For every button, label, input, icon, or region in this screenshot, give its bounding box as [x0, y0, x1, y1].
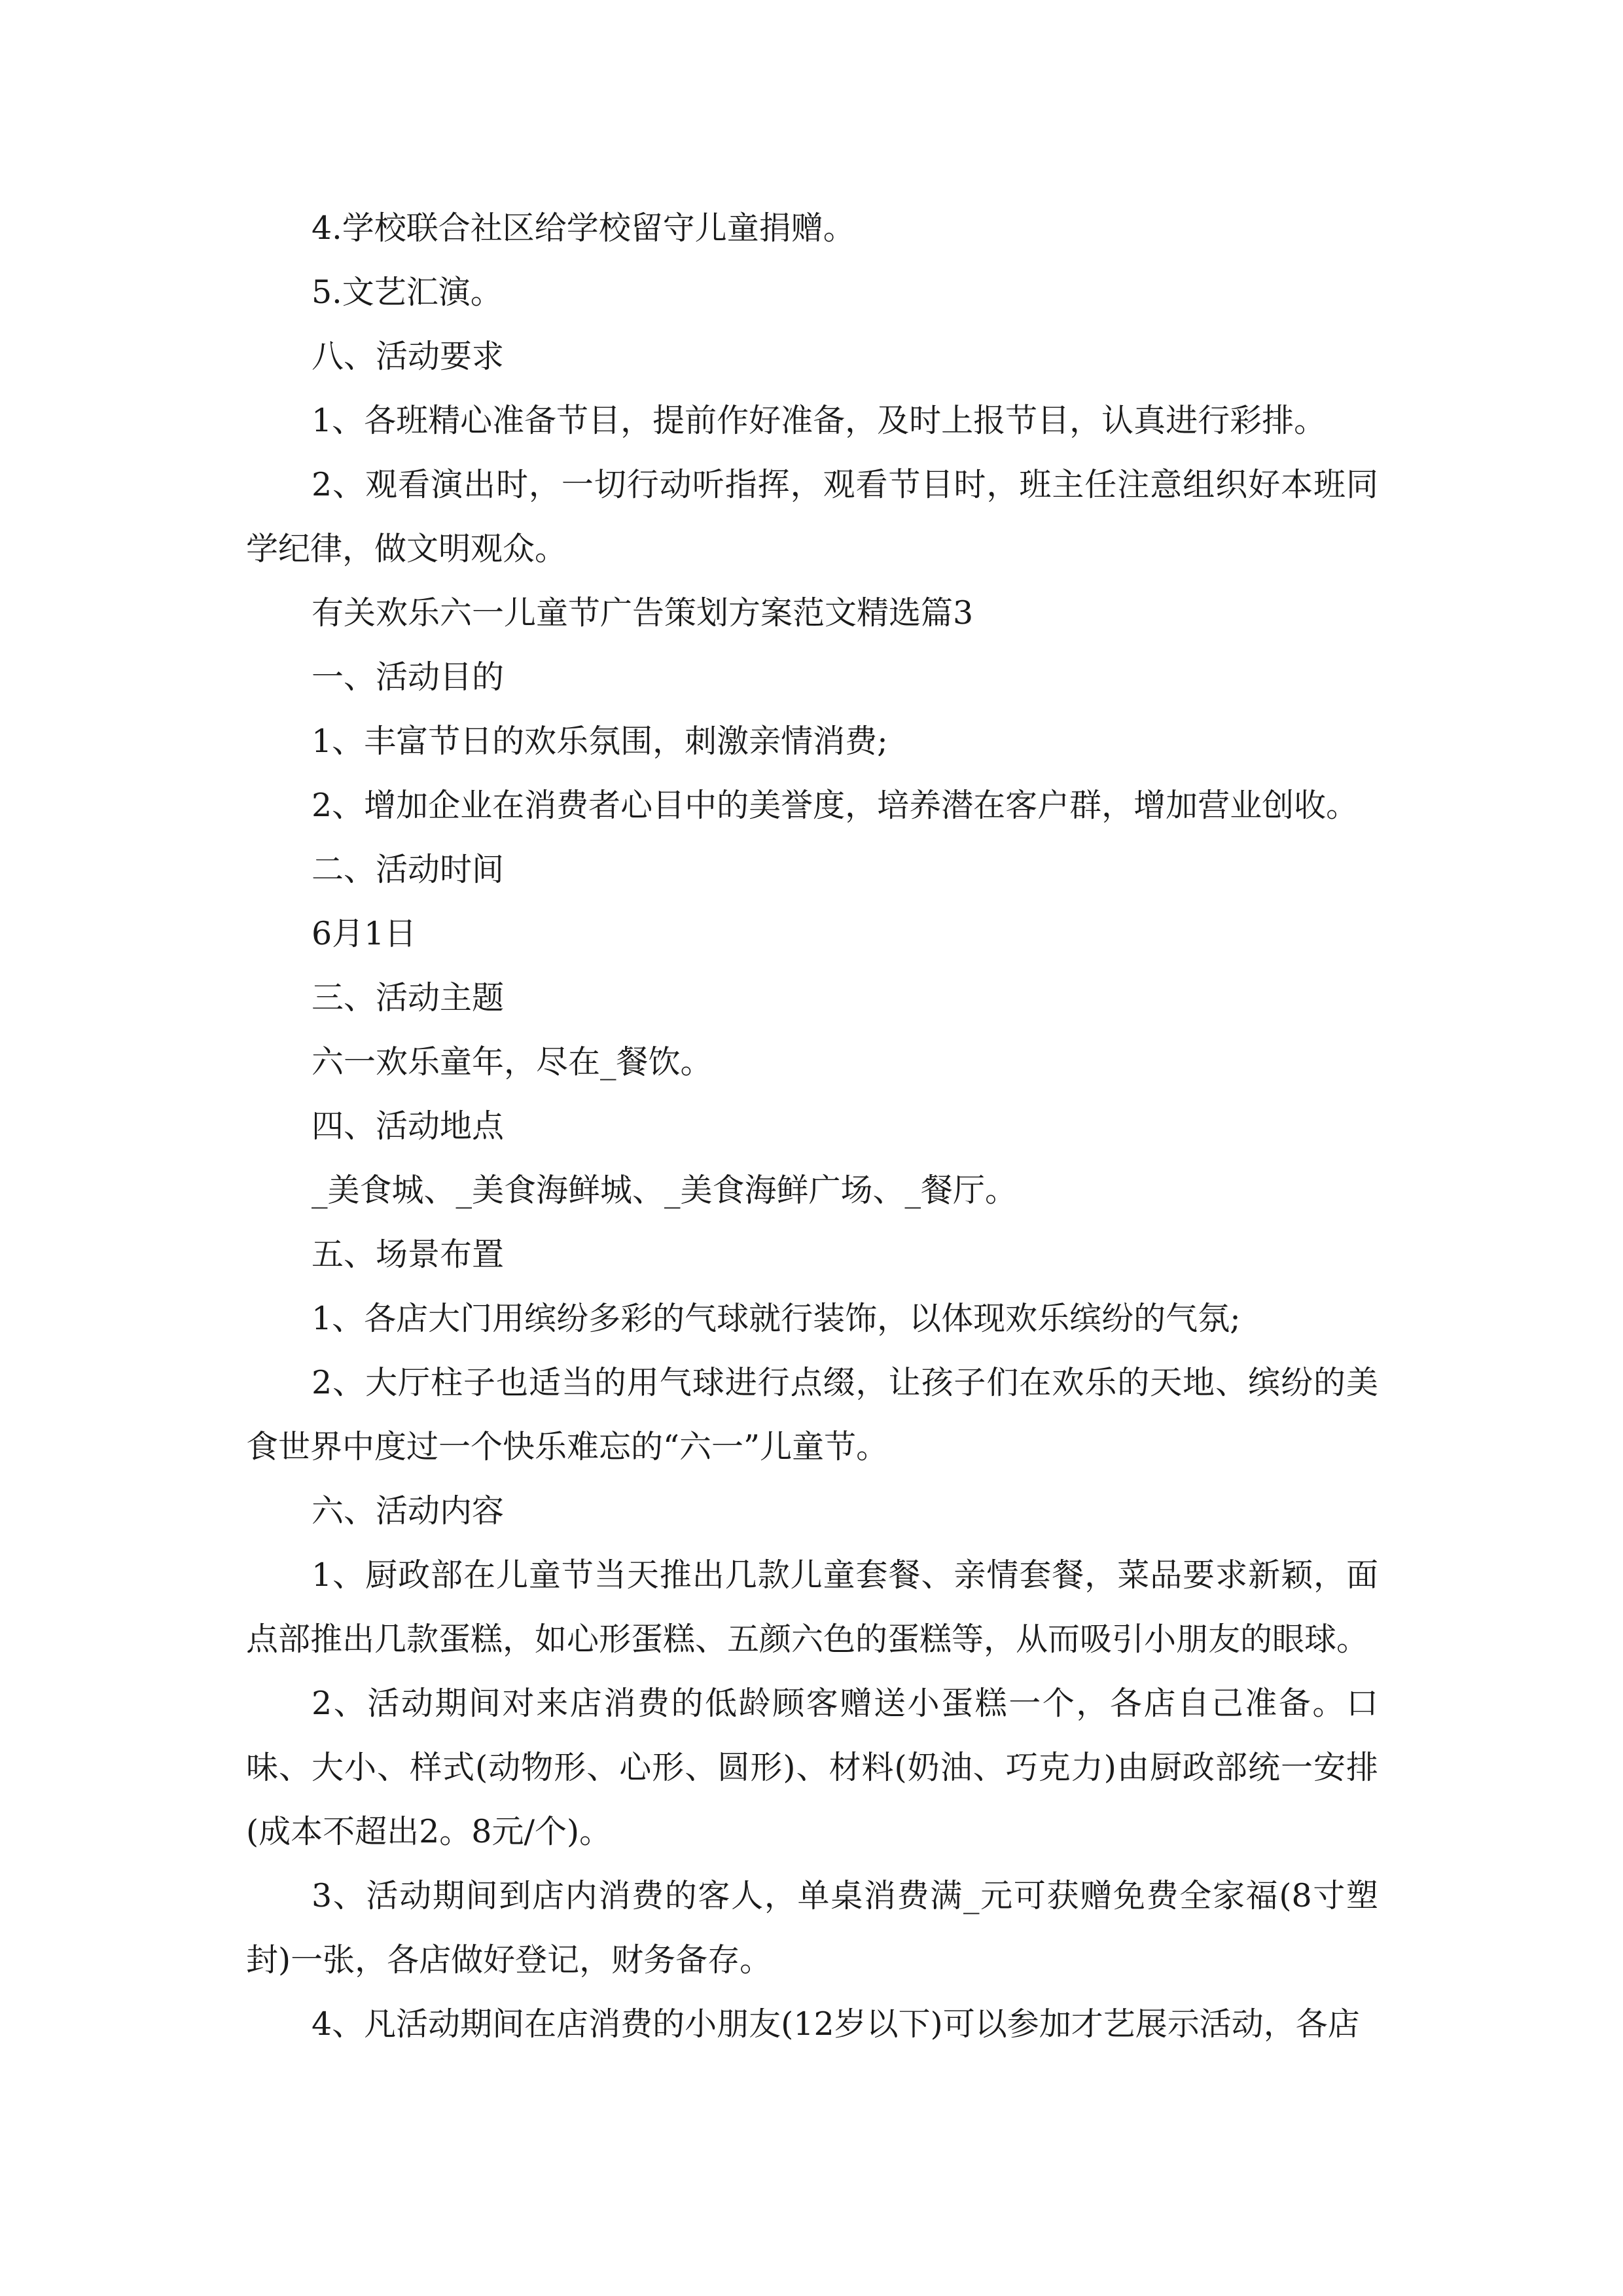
article-title: 有关欢乐六一儿童节广告策划方案范文精选篇3 — [312, 594, 974, 632]
section-heading: 五、场景布置 — [312, 1236, 505, 1273]
paragraph: 5.文艺汇演。 — [312, 274, 503, 311]
paragraph: 2、观看演出时，一切行动听指挥，观看节目时，班主任注意组织好本班同学纪律，做文明观众。 — [246, 466, 1378, 567]
section-heading: 二、活动时间 — [312, 851, 505, 888]
paragraph: 1、厨政部在儿童节当天推出几款儿童套餐、亲情套餐，菜品要求新颖，面点部推出几款蛋糕，如心形蛋糕、五颜六色的蛋糕等，从而吸引小朋友的眼球。 — [246, 1556, 1378, 1658]
section-heading: 六、活动内容 — [312, 1492, 505, 1530]
section-heading: 一、活动目的 — [312, 658, 505, 696]
paragraph: 2、活动期间对来店消费的低龄顾客赠送小蛋糕一个，各店自己准备。口味、大小、样式(动物形、心形、圆形)、材料(奶油、巧克力)由厨政部统一安排(成本不超出2。8元/个)。 — [246, 1685, 1378, 1850]
paragraph: 2、增加企业在消费者心目中的美誉度，培养潜在客户群，增加营业创收。 — [312, 787, 1359, 824]
paragraph: 3、活动期间到店内消费的客人，单桌消费满_元可获赠免费全家福(8寸塑封)一张，各店做好登记，财务备存。 — [246, 1877, 1378, 1979]
document-body — [246, 196, 1378, 2056]
paragraph: 4.学校联合社区给学校留守儿童捐赠。 — [312, 209, 855, 247]
paragraph: 2、大厅柱子也适当的用气球进行点缀，让孩子们在欢乐的天地、缤纷的美食世界中度过一个快乐难忘的“六一”儿童节。 — [246, 1364, 1378, 1465]
paragraph: 1、各店大门用缤纷多彩的气球就行装饰，以体现欢乐缤纷的气氛; — [312, 1300, 1241, 1337]
paragraph: 6月1日 — [312, 915, 417, 952]
paragraph: 4、凡活动期间在店消费的小朋友(12岁以下)可以参加才艺展示活动，各店 — [312, 2005, 1360, 2043]
section-heading: 八、活动要求 — [312, 338, 505, 375]
section-heading: 四、活动地点 — [312, 1107, 505, 1145]
paragraph: 1、各班精心准备节目，提前作好准备，及时上报节目，认真进行彩排。 — [312, 402, 1327, 439]
paragraph: 1、丰富节日的欢乐氛围，刺激亲情消费; — [312, 723, 888, 760]
paragraph: 六一欢乐童年，尽在_餐饮。 — [312, 1043, 713, 1081]
paragraph: _美食城、_美食海鲜城、_美食海鲜广场、_餐厅。 — [312, 1172, 1018, 1209]
section-heading: 三、活动主题 — [312, 979, 505, 1016]
